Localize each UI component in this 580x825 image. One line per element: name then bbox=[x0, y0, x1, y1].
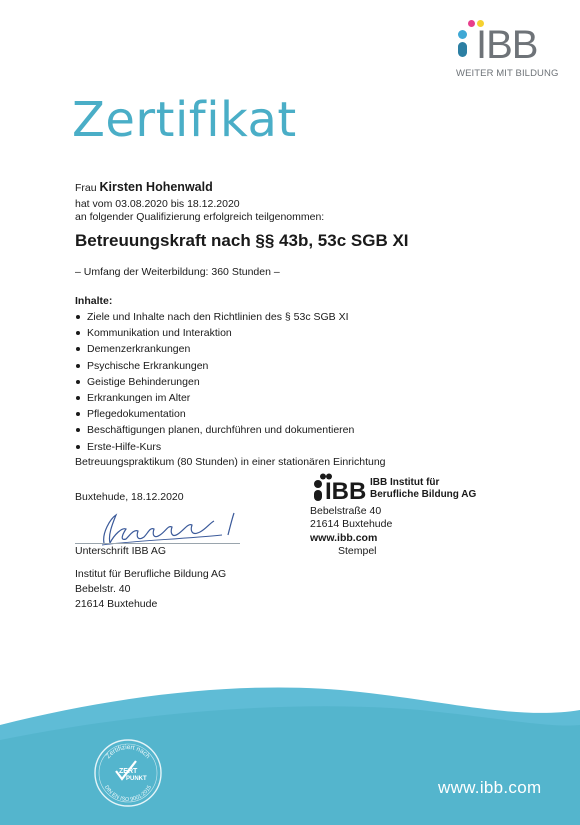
training-scope: – Umfang der Weiterbildung: 360 Stunden – bbox=[75, 266, 280, 278]
ibb-logo bbox=[456, 20, 559, 80]
contents-label: Inhalte: bbox=[75, 295, 113, 307]
stamp-company: IBB Institut für Berufliche Bildung AG bbox=[370, 477, 477, 500]
list-item: Geistige Behinderungen bbox=[75, 374, 354, 390]
svg-text:ZERT: ZERT bbox=[119, 768, 138, 775]
certification-seal-icon bbox=[92, 737, 164, 809]
address-line3: 21614 Buxtehude bbox=[75, 598, 158, 610]
qualification-title: Betreuungskraft nach §§ 43b, 53c SGB XI bbox=[75, 231, 409, 250]
signature-label: Unterschrift IBB AG bbox=[75, 545, 167, 557]
bullet-icon bbox=[76, 396, 80, 400]
list-item: Beschäftigungen planen, durchführen und dokumentieren bbox=[75, 422, 354, 438]
bullet-icon bbox=[76, 445, 80, 449]
footer-url: www.ibb.com bbox=[438, 778, 542, 797]
bullet-icon bbox=[76, 364, 80, 368]
recipient-name: Kirsten Hohenwald bbox=[99, 180, 213, 194]
contents-list bbox=[75, 309, 354, 455]
svg-text:IBB: IBB bbox=[325, 478, 367, 501]
stamp-label: Stempel bbox=[338, 545, 377, 557]
footer-wave bbox=[0, 680, 580, 825]
stamp-logo bbox=[314, 473, 376, 501]
list-item: Pflegedokumentation bbox=[75, 406, 354, 422]
svg-text:DIN EN ISO 9001:2015: DIN EN ISO 9001:2015 bbox=[102, 784, 154, 804]
bullet-icon bbox=[76, 331, 80, 335]
certificate-title: Zertifikat bbox=[72, 92, 297, 148]
bullet-icon bbox=[76, 412, 80, 416]
signature-line bbox=[75, 543, 240, 544]
address-line1: Institut für Berufliche Bildung AG bbox=[75, 568, 227, 580]
completion-text: an folgender Qualifizierung erfolgreich teilgenommen: bbox=[75, 211, 325, 223]
bullet-icon bbox=[76, 380, 80, 384]
list-item: Demenzerkrankungen bbox=[75, 341, 354, 357]
bullet-icon bbox=[76, 428, 80, 432]
stamp-web: www.ibb.com bbox=[310, 532, 378, 544]
stamp-street: Bebelstraße 40 bbox=[310, 505, 382, 517]
list-item: Kommunikation und Interaktion bbox=[75, 325, 354, 341]
bullet-icon bbox=[76, 315, 80, 319]
salutation: Frau bbox=[75, 182, 97, 194]
course-period: hat vom 03.08.2020 bis 18.12.2020 bbox=[75, 198, 240, 210]
stamp-city: 21614 Buxtehude bbox=[310, 518, 393, 530]
svg-text:PUNKT: PUNKT bbox=[126, 776, 147, 782]
list-item: Ziele und Inhalte nach den Richtlinien des § 53c SGB XI bbox=[75, 309, 354, 325]
address-line2: Bebelstr. 40 bbox=[75, 583, 131, 595]
bullet-icon bbox=[76, 347, 80, 351]
issuer-address bbox=[75, 567, 226, 612]
list-item: Psychische Erkrankungen bbox=[75, 358, 354, 374]
stamp-logo-icon bbox=[314, 473, 376, 501]
svg-text:Zertifiziert nach: Zertifiziert nach bbox=[104, 743, 152, 761]
list-item: Erste-Hilfe-Kurs bbox=[75, 439, 354, 455]
place-date: Buxtehude, 18.12.2020 bbox=[75, 491, 184, 503]
logo-claim: WEITER MIT BILDUNG bbox=[456, 68, 559, 79]
recipient-line bbox=[75, 181, 213, 195]
practice-note: Betreuungspraktikum (80 Stunden) in einer stationären Einrichtung bbox=[75, 456, 386, 468]
logo-wordmark: IBB bbox=[476, 23, 538, 67]
list-item: Erkrankungen im Alter bbox=[75, 390, 354, 406]
